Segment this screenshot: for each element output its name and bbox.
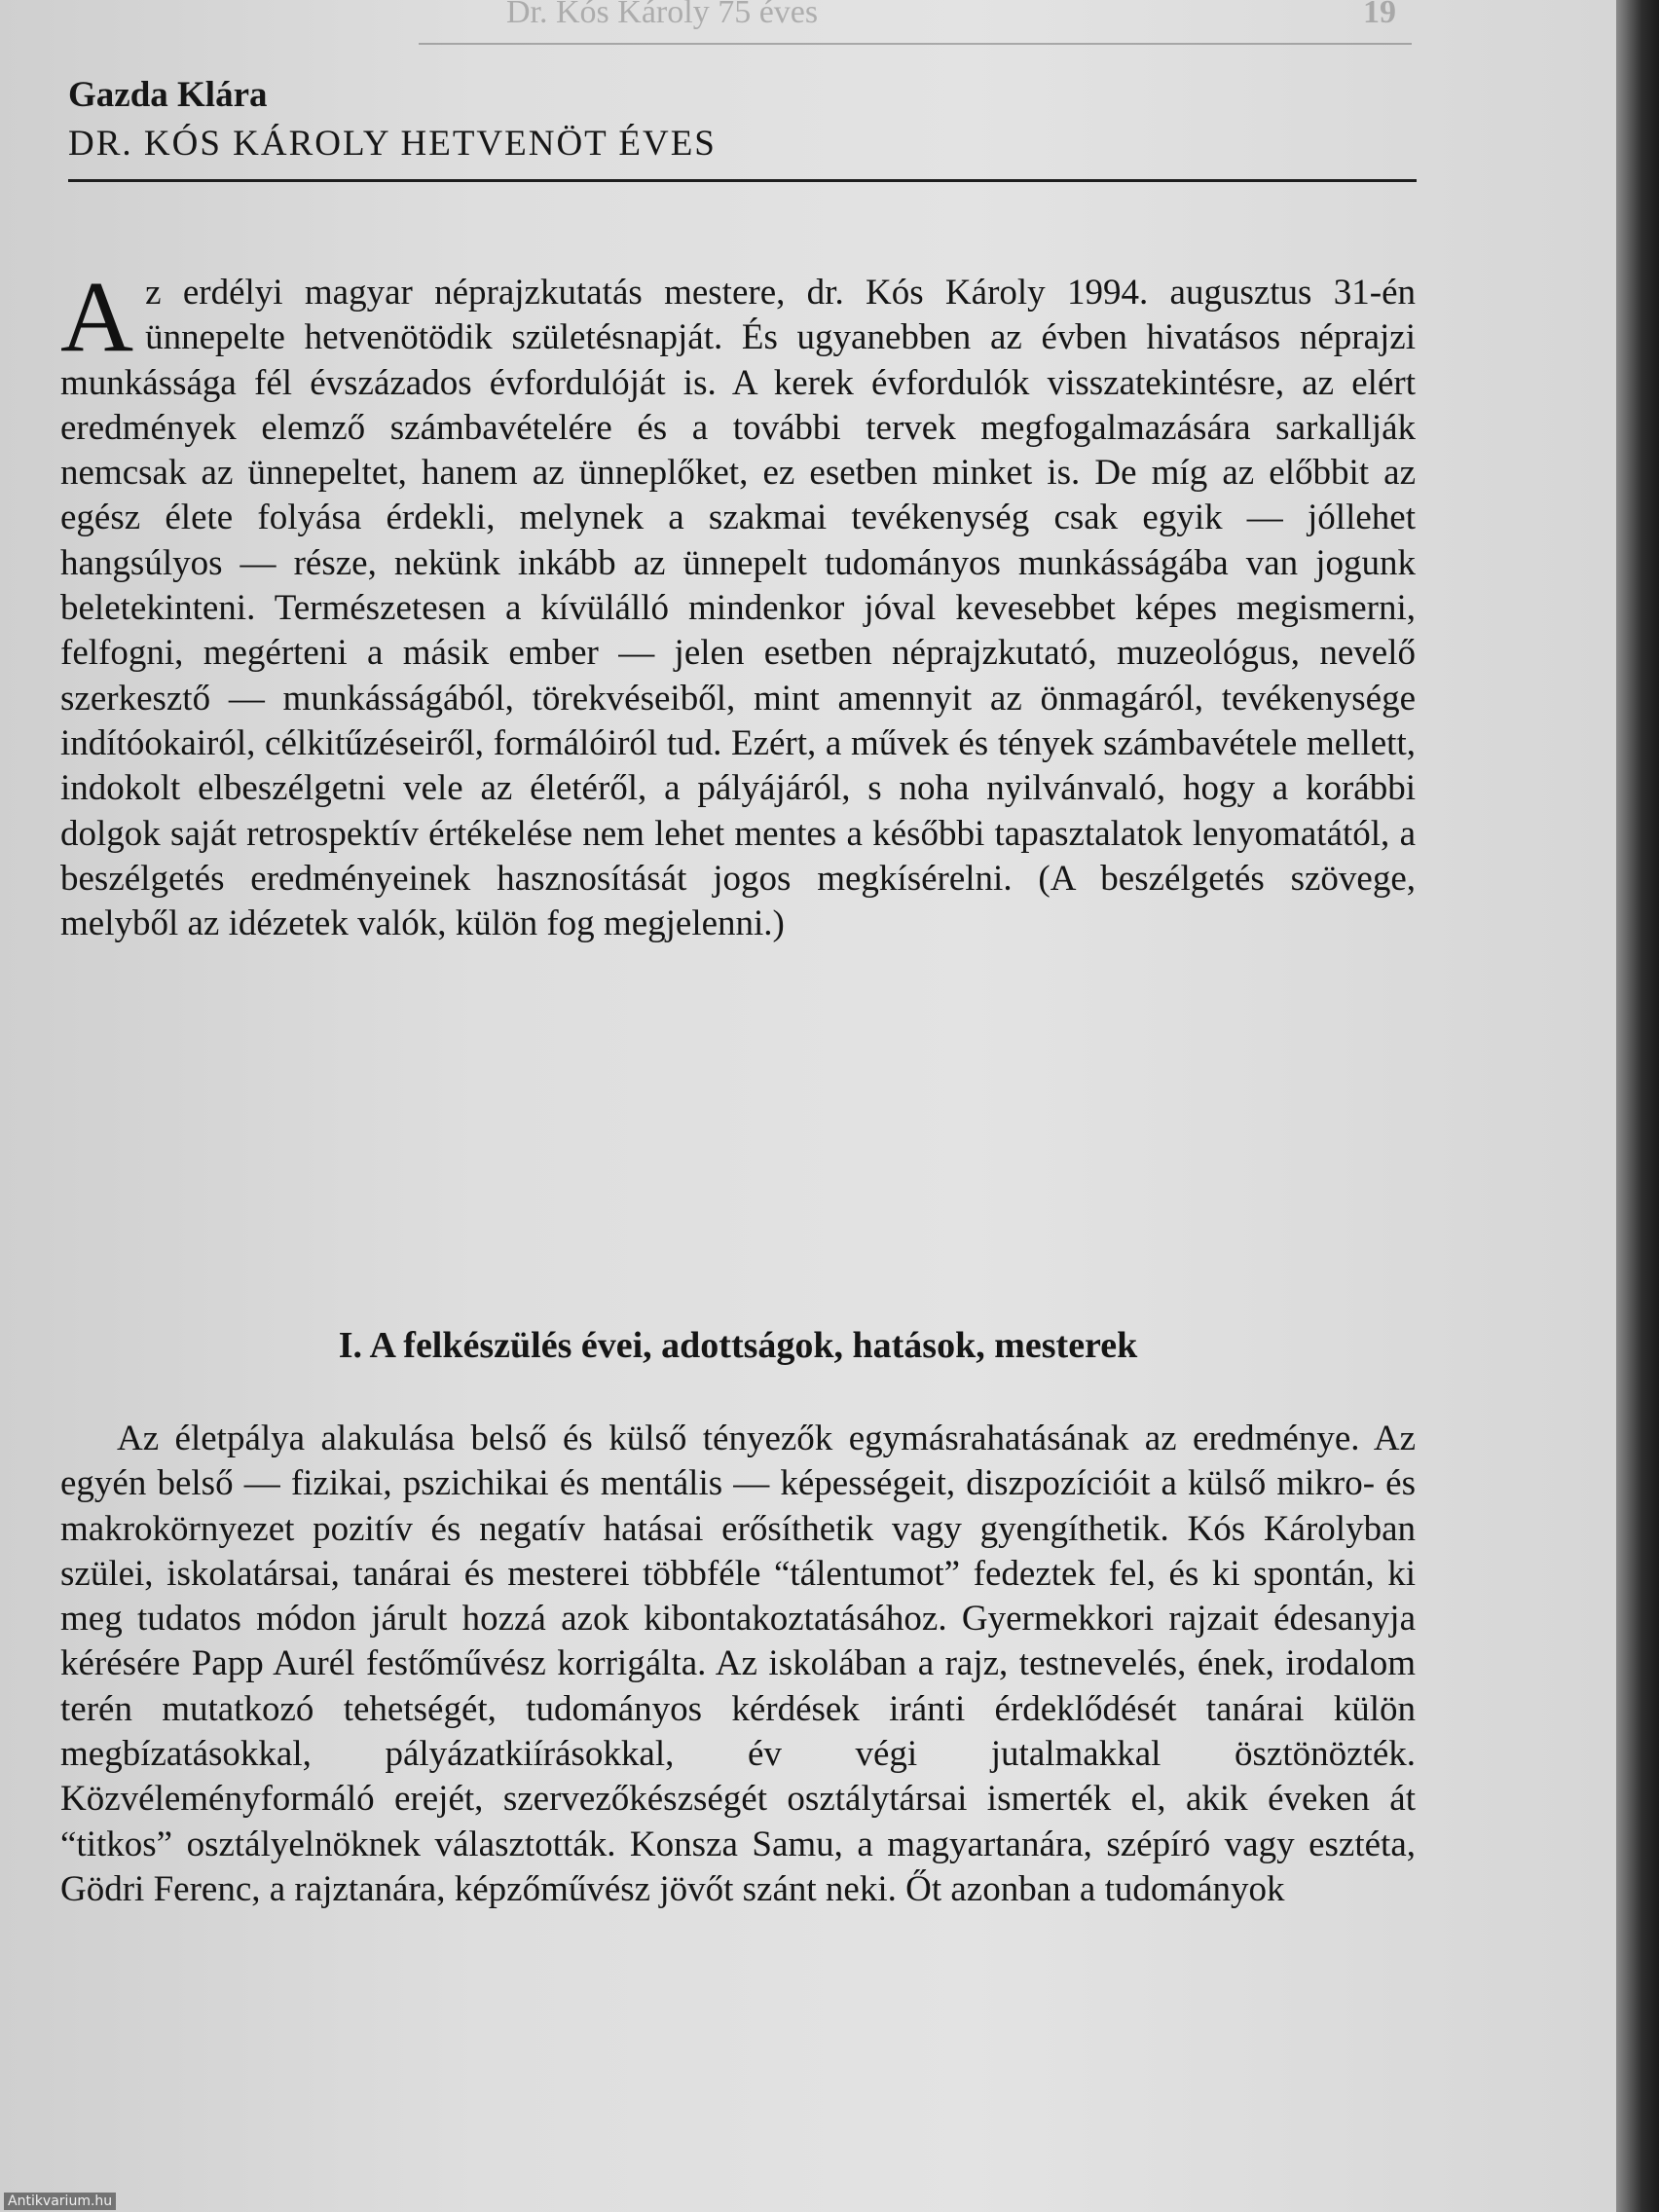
section-heading: I. A felkészülés évei, adottságok, hatások, mesterek — [338, 1325, 1138, 1366]
page-number: 19 — [1363, 0, 1396, 30]
intro-paragraph-text: z erdélyi magyar néprajzkutatás mestere, dr. Kós Károly 1994. augusztus 31-én ünnepelte hetvenötödik születésnapját. És ugyanebben az évben hivatásos néprajzi munkássága fél évszázados évfordulóját is. A kerek évfordulók visszatekintésre, az elért eredmények elemző számbavételére és a további tervek megfogalmazására sarkallják nemcsak az ünnepeltet, hanem az ünneplőket, ez esetben minket is. De míg az előbbit az egész élete folyása érdekli, melynek a szakmai tevékenység csak egyik — jóllehet hangsúlyos — része, nekünk inkább az ünnepelt tudományos munkásságába van jogunk beletekinteni. Természetesen a kívülálló mindenkor jóval kevesebbet képes megismerni, felfogni, megérteni a másik ember — jelen esetben néprajzkutató, muzeológus, nevelő szerkesztő — munkásságából, törekvéseiből, mint amennyit az önmagáról, tevékenysége indítóokairól, célkitűzéseiről, formálóiról tud. Ezért, a művek és tények számbavétele mellett, indokolt elbeszélgetni vele az életéről, a pályájáról, s noha nyilvánvaló, hogy a korábbi dolgok saját retrospektív értékelése nem lehet mentes a későbbi tapasztalatok lenyomatától, a beszélgetés eredményeinek hasznosítását jogos megkísérelni. (A beszélgetés szövege, melyből az idézetek valók, külön fog megjelenni.) — [60, 273, 1416, 944]
book-gutter — [1616, 0, 1659, 2212]
article-header — [68, 72, 1417, 182]
running-head-title: Dr. Kós Károly 75 éves — [506, 0, 819, 30]
intro-paragraph — [60, 261, 1416, 946]
running-head — [506, 0, 1421, 33]
drop-cap: A — [60, 261, 134, 373]
watermark: Antikvarium.hu — [4, 2193, 116, 2210]
running-head-rule — [419, 43, 1412, 45]
section-paragraph: Az életpálya alakulása belső és külső tényezők egymásrahatásának az eredménye. Az egyén belső — fizikai, pszichikai és mentális — képességeit, diszpozícióit a külső mikro- és makrokörnyezet pozitív és negatív hatásai erősíthetik vagy gyengíthetik. Kós Károlyban szülei, iskolatársai, tanárai és mesterei többféle “tálentumot” fedeztek fel, és ki spontán, ki meg tudatos módon járult hozzá azok kibontakoztatásához. Gyermekkori rajzait édesanyja kérésére Papp Aurél festőművész korrigálta. Az iskolában a rajz, testnevelés, ének, irodalom terén mutatkozó tehetségét, tudományos kérdések iránti érdeklődését tanárai külön megbízatásokkal, pályázatkiírásokkal, év végi jutalmakkal ösztönözték. Közvéleményformáló erejét, szervezőkészségét osztálytársai ismerték el, akik éveken át “titkos” osztályelnöknek választották. Konsza Samu, a magyartanára, szépíró vagy esztéta, Gödri Ferenc, a rajztanára, képzőművész jövőt szánt neki. Őt azonban a tudományok — [60, 1419, 1416, 1909]
article-title: DR. KÓS KÁROLY HETVENÖT ÉVES — [68, 119, 1417, 182]
article-author: Gazda Klára — [68, 75, 268, 115]
